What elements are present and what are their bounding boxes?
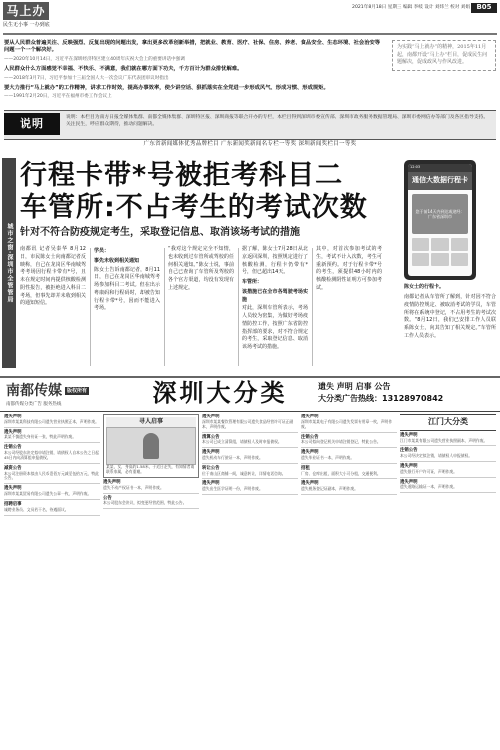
ad-body: 深圳市某某贸易有限公司遗失公章一枚，声明作废。 [4,491,92,497]
quote-signature: ——2020年10月14日，习近平在深圳经济特区建立40周年庆祝大会上的重要讲话中强调 [4,56,185,62]
quote-signature: ——1991年2月20日，习近平在福州市委工作会议上 [4,94,112,100]
ad-title: 遗失声明 [4,429,22,435]
section-subtitle: 学员： [94,248,110,254]
headline-line-1: 行程卡带*号被拒考科目二 [20,160,344,191]
classified-rule [0,411,500,412]
phone-screenshot [404,160,476,280]
quote-signature: ——2018年3月7日，习近平参加十三届全国人大一次会议广东代表团审议时指出 [4,75,169,81]
ad-title: 减资公告 [4,465,22,471]
classified-ad [301,414,397,433]
section-subtitle: 事先未收到相关通知 [94,257,140,264]
classified-brand-name: 南都传媒 [6,382,62,399]
grid-cell [451,253,468,266]
article-column-6 [404,294,496,343]
ad-title: 遗失声明 [4,414,22,419]
quote-text: 要大力推行“马上就办”的工作精神，讲求工作时效，提高办事效率，使少讲空话、狠抓落实在全党进一步形成风气、形成习惯、形成规矩。 [4,85,329,92]
phone-grid [412,238,468,266]
ad-title: 招租 [301,465,310,471]
ad-title: 寻人启事 [106,417,196,427]
ad-title: 遗失声明 [103,479,121,485]
article-column-2 [94,246,160,315]
ad-body: 深圳市某某电子有限公司遗失发票专用章一枚，声明作废。 [301,418,393,429]
photo-caption: 陈女士的行程卡。 [404,284,445,290]
ad-title: 遗失声明 [400,464,418,470]
phone-app-title: 通信大数据行程卡 [408,172,472,190]
classified-column [103,414,199,746]
classified-ad [103,480,199,494]
ad-body: 某某，女，身高约1.58米，于近日走失，有知情者请联系家属，必有重谢。 [106,464,195,475]
classified-ad [202,450,298,464]
ad-body: 本公司拟向登记机关申请注销登记，特此公告。 [301,439,381,445]
quote-text: 人民群众什么方面感觉不幸福、不快乐、不满意，我们就在哪方面下功夫，千方百计为群众排忧解难。 [4,66,243,73]
phone-status-bar: 12:03 [408,164,472,172]
article-paragraph: 南都记者从车管所了解到，针对因不符合疫情防控规定、被取消考试的学员，车管所将在系统中登记，不占用考生的考试次数。“8月12日，我们已安排工作人员联系陈女士，向其告知了相关规定。”车管所工作人员表示。 [404,294,496,339]
classified-ad [4,502,100,516]
subheadline: 针对不符合防疫规定考生，采取登记信息、取消该场考试的措施 [20,227,300,238]
ad-title: 注销公告 [400,448,418,454]
ad-title: 招聘启事 [4,502,22,508]
ad-body: 遗失银行开户许可证，声明作废。 [400,468,457,474]
ad-body: 本公司经决定拟注销，请债权人申报债权。 [400,453,473,459]
classified-brand [6,381,126,401]
column-divider [312,248,313,366]
masthead [0,0,500,36]
explanation-icon: 说明 [4,113,60,135]
ad-title: 清算公告 [202,434,220,440]
classified-ad [202,466,298,480]
classified-ad [202,481,298,495]
column-divider [90,248,91,366]
explanation-text: 说明：本栏目为南方日报全媒体集群、南都全媒体集群、深圳特区报、深圳商报等联合开办的专栏，本栏目得到深圳市委宣传部、深圳市政务服务数据管理局、深圳市委网信办等部门及各区指导支持。关注民生，呼应群众期待，推动问题解决。 [66,115,489,128]
ad-body: 厂房、仓库出租，面积大小可分租，交通便利。 [301,470,381,476]
classified-column [400,414,496,746]
person-silhouette-icon [143,433,159,459]
ad-body: 某某不慎遗失身份证一张，特此声明作废。 [4,434,77,440]
ad-title: 遗失声明 [202,481,220,487]
section-subtitle: 车管所： [242,279,263,285]
ad-body: 遗失不动产权证书一本，声明作废。 [103,484,164,490]
column-intro-box: 为实践“马上就办”的精神，2015年11月起，南都开设“马上办”栏目，促成民生问题解决，促成政风与作风改进。 [392,40,496,71]
classified-ad [4,430,100,444]
classified-title: 深圳大分类 [152,378,288,407]
classified-ad [4,466,100,485]
date-line: 2021年8月18日 星期三 编辑 李岐 设计 刘炜兰 校对 刘娟 [352,5,470,10]
classified-ad [400,448,496,462]
ad-title: 遗失声明 [202,414,220,419]
article-paragraph: 陈女士告诉南都记者，8月11日，自己在龙岗区华南城驾考场参加科目二考试。但在出示粤康码和行程码时，却被告知行程卡带*号，因而不能进入考场。 [94,266,160,312]
quote-text: 要从人民群众普遍关注、反映强烈、反复出现的问题出发，拿出更多改革创新举措，把就业、教育、医疗、社保、住房、养老、食品安全、生态环境、社会治安等问题一个一个解决好。 [4,40,381,54]
phone-screen [408,164,472,276]
person-photo [106,427,196,465]
classified-hotline [318,381,498,404]
ad-body: 本公司注册资本拟由人民币壹佰万元减至伍拾万元，特此公告。 [4,470,99,481]
ad-title: 遗失声明 [4,486,22,492]
column-divider [238,248,239,366]
classified-ad [400,480,496,494]
ad-title: 注销公告 [4,445,22,451]
ad-body: 遗失道路运输证一本，声明作废。 [400,484,457,490]
section-subtitle: 该措施已在全市各驾驶考场实施 [242,288,308,303]
grid-cell [431,238,448,251]
classified-column [202,414,298,746]
classified-brand-tag: 版权所有 [67,387,88,394]
ad-body: 深圳市某某科技有限公司遗失营业执照正本，声明作废。 [4,418,99,424]
jiangmen-section-title: 江门大分类 [400,414,496,431]
classified-ad [400,464,496,478]
award-line: 广东省新闻媒体优秀品牌栏目 广东新闻奖新闻名专栏一等奖 深圳新闻奖栏目一等奖 [143,141,357,147]
grid-cell [412,253,429,266]
classified-ad [301,466,397,480]
ad-title: 公告 [103,495,112,501]
quotes-block [4,40,384,104]
ad-body: 遗失毕业证书一本，声明作废。 [301,454,355,460]
classified-ad [4,414,100,428]
classified-ad [400,433,496,447]
ad-title: 注销公告 [301,434,319,440]
hotline-number: 大分类广告热线：13128970842 [318,393,444,403]
article-column-5 [316,246,382,295]
ad-body: 本公司经股东决定拟申请注销，请债权人自本公告之日起45日内向清算组申报债权。 [4,450,99,460]
classified-ad [103,496,199,510]
article-paragraph: 南都讯 记者吴泰华 8月12日，市民陈女士向南都记者反映称，自己在龙岗区华南城驾考考场因行程卡带有*号，且未在规定时间内提供核酸检测阴性报告，被拒绝进入科目二考场，但事先却并未收到相关的通知短信。 [20,246,86,307]
ad-title: 遗失声明 [202,450,220,456]
notice-types: 遗失 声明 启事 公告 [318,382,391,391]
classified-ad [301,450,397,464]
classified-column [4,414,100,746]
column-slogan: 民生无小事 一办到底 [3,22,50,28]
classified-grid [4,414,496,746]
ad-title: 遗失声明 [400,432,418,438]
ad-title: 遗失声明 [301,450,319,456]
classified-ad [202,435,298,449]
article-column-4 [242,246,308,354]
article-column-3 [168,246,234,295]
column-divider [164,248,165,366]
grid-cell [451,238,468,251]
article-paragraph: 其中，对首次参加考试的考生，考试不计入次数，考生可重新预约。对于行程卡带*号的考生，须提供48小时内的核酸检测阴性证明方可参加考试。 [316,246,382,291]
classified-ad [202,414,298,433]
classified-ad [301,481,397,495]
classified-ad [4,486,100,500]
article-paragraph: “我对这个规定完全不知情，也未收到过车管所或驾校的任何相关通知。”陈女士说，事前自己已查询了车管所及驾校的各个官方渠道，均没有发现有上述规定。 [168,246,234,291]
ad-title: 遗失声明 [301,414,319,419]
ad-body: 江门市某某有限公司遗失营业执照副本，声明作废。 [400,437,488,443]
classified-ad [4,445,100,464]
header-rule [3,33,497,35]
column-logo: 马上办 [3,2,49,20]
article-paragraph: 据了解，陈女士7月28日从北京返回深圳，按照规定进行了核酸检测，行程卡仍带有*号，但已超出14天。 [242,246,308,276]
classified-ad [301,435,397,449]
article-paragraph: 对此，深圳车管所表示，考场人员较为密集，为做好考场疫情防控工作，按照广东省防控指挥部的要求，对不符合规定的考生，采取登记信息、取消该场考试的措施。 [242,305,308,350]
page-number: B05 [471,3,497,13]
ad-body: 本公司股东会决议，拟变更经营范围，特此公告。 [103,500,187,506]
classified-service: 南都传媒分类广告 服务热线 [6,402,62,407]
ad-title: 转让公告 [202,465,220,471]
missing-person-ad [103,414,199,478]
article-column-1 [20,246,86,310]
classified-column [301,414,397,746]
grid-cell [412,238,429,251]
ad-title: 遗失声明 [301,481,319,487]
ad-body: 位于南山区商铺一间，诚意转让，详情电话咨询。 [202,470,286,476]
ad-body: 深圳市某某餐饮管理有限公司遗失食品经营许可证正副本，声明作废。 [202,418,294,429]
ad-body: 本公司已成立清算组，请债权人及时申报债权。 [202,439,282,445]
itinerary-card: 您于前14天内到达或途经：广东省深圳市 [412,194,468,234]
grid-cell [431,253,448,266]
ad-body: 遗失机动车行驶证一本，声明作废。 [202,454,263,460]
ad-title: 遗失声明 [400,479,418,485]
side-section-label: 城市之窗·深圳市全管管局 [2,158,16,368]
ad-body: 遗失税务登记证副本，声明作废。 [301,486,358,492]
ad-body: 遗失出生医学证明一份，声明作废。 [202,486,263,492]
ad-body: 诚聘业务员、文员若干名，待遇面议。 [4,506,69,512]
headline-line-2: 车管所:不占考生的考试次数 [20,192,368,223]
